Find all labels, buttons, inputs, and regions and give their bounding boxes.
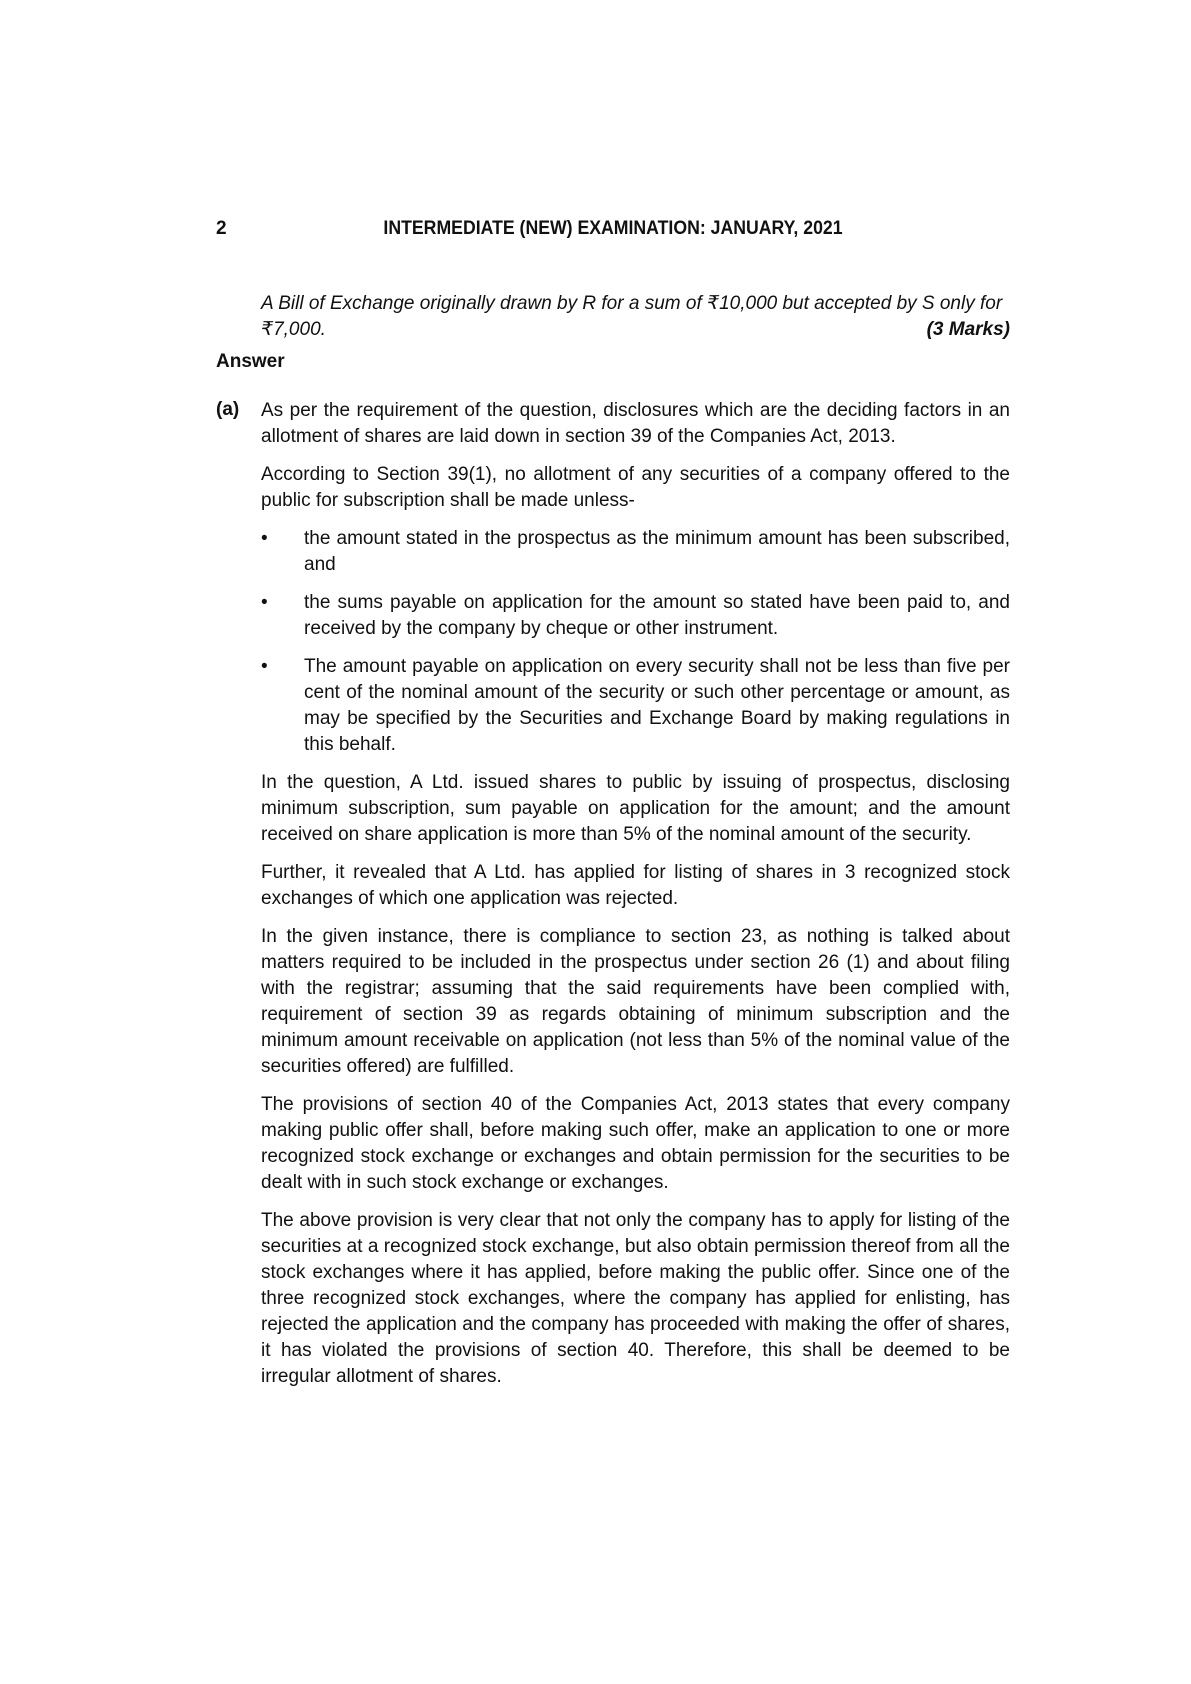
list-item-text: the sums payable on application for the amount so stated have been paid to, and received by the company by cheque or other instrument. xyxy=(304,592,1010,639)
answer-body xyxy=(261,398,1010,1402)
paragraph: In the given instance, there is compliance to section 23, as nothing is talked about matters required to be included in the prospectus under section 26 (1) and about filing with the registrar; assuming that the said requirements have been complied with, requirement of section 39 as regards obtaining of minimum subscription and the minimum amount receivable on application (not less than 5% of the nominal value of the securities offered) are fulfilled. xyxy=(261,926,1010,1077)
question-line-2 xyxy=(261,317,1010,343)
part-label: (a) xyxy=(216,399,240,420)
paragraph: The provisions of section 40 of the Companies Act, 2013 states that every company making public offer shall, before making such offer, make an application to one or more recognized stock exchange or exchanges and obtain permission for the securities to be dealt with in such stock exchange or exchanges. xyxy=(261,1094,1010,1193)
paragraph: The above provision is very clear that not only the company has to apply for listing of the securities at a recognized stock exchange, but also obtain permission thereof from all the stock exchanges where it has applied, before making the public offer. Since one of the three recognized stock exchanges, where the company has applied for enlisting, has rejected the application and the company has proceeded with making the offer of shares, it has violated the provisions of section 40. Therefore, this shall be deemed to be irregular allotment of shares. xyxy=(261,1210,1010,1387)
conditions-list xyxy=(261,526,1010,758)
bullet-icon: • xyxy=(261,656,268,677)
page-header-title: INTERMEDIATE (NEW) EXAMINATION: JANUARY, 2021 xyxy=(383,218,843,239)
page-number: 2 xyxy=(216,218,227,239)
paragraph: As per the requirement of the question, disclosures which are the deciding factors in an allotment of shares are laid down in section 39 of the Companies Act, 2013. xyxy=(261,400,1010,447)
list-item xyxy=(261,654,1010,758)
question-line-1: A Bill of Exchange originally drawn by R for a sum of ₹10,000 but accepted by S only for xyxy=(261,293,1003,314)
question-amount: ₹7,000. xyxy=(261,319,326,340)
bullet-icon: • xyxy=(261,592,268,613)
list-item xyxy=(261,590,1010,642)
paragraph: Further, it revealed that A Ltd. has applied for listing of shares in 3 recognized stock exchanges of which one application was rejected. xyxy=(261,862,1010,909)
answer-heading: Answer xyxy=(216,351,285,372)
question-text xyxy=(261,291,1010,343)
paragraph: According to Section 39(1), no allotment of any securities of a company offered to the public for subscription shall be made unless- xyxy=(261,464,1010,511)
question-marks: (3 Marks) xyxy=(926,319,1010,340)
bullet-icon: • xyxy=(261,528,268,549)
list-item xyxy=(261,526,1010,578)
list-item-text: the amount stated in the prospectus as the minimum amount has been subscribed, and xyxy=(304,528,1010,575)
list-item-text: The amount payable on application on every security shall not be less than five per cent of the nominal amount of the security or such other percentage or amount, as may be specified by the Securities and Exchange Board by making regulations in this behalf. xyxy=(304,656,1010,755)
paragraph: In the question, A Ltd. issued shares to public by issuing of prospectus, disclosing minimum subscription, sum payable on application for the amount; and the amount received on share application is more than 5% of the nominal amount of the security. xyxy=(261,772,1010,845)
